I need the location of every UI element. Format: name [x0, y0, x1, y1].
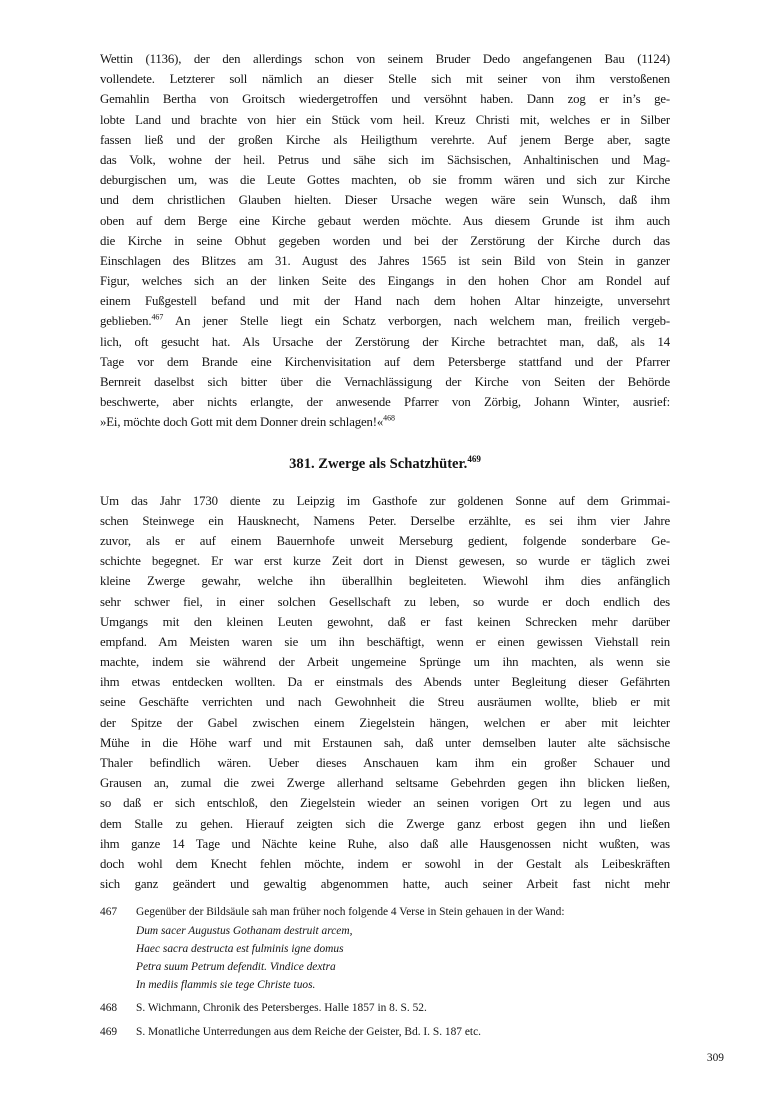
text-line: und dem christlichen Glauben hielten. Dieser Ursache wegen wäre sein Wunsch, daß ihm [100, 193, 670, 208]
text-line: Grausen an, zumal die zwei Zwerge allerhand seltsame Gebehrden gegen ihn blicken ließen, [100, 776, 670, 791]
paragraph-zwerge-story [100, 491, 670, 895]
text-line: Umgangs mit den kleinen Leuten gewohnt, daß er fast keinen Schrecken mehr darüber [100, 614, 670, 629]
footnote-number: 469 [100, 1025, 118, 1038]
text-line: vollendete. Letzterer soll nämlich an dieser Stelle sich mit seiner von ihm verstoßenen [100, 72, 670, 87]
text-line: geblieben.$^{467}$ An jener Stelle liegt ein Schatz verborgen, nach welchem man, freilich vergeb- [100, 313, 670, 329]
footnote-ref: 469 [467, 453, 481, 464]
text-line: das Volk, wohne der heil. Petrus und sähe sich im Sächsischen, Anhaltinischen und Mag- [100, 152, 670, 167]
footnote-467 [100, 903, 670, 994]
text-line: Thaler befindlich wären. Ueber dieses Anschauen kam ihm ein großer Schauer und [100, 756, 670, 770]
text-line: Einschlagen des Blitzes am 31. August des Jahres 1565 ist sein Bild von Stein in ganzer [100, 253, 670, 268]
text-line: Wettin (1136), der den allerdings schon von seinem Bruder Dedo angefangenen Bau (1124) [100, 52, 670, 66]
footnote-468 [100, 999, 670, 1017]
verse-line: Haec sacra destructa est fulminis igne domus [136, 942, 344, 955]
paragraph-wettin-continuation [100, 49, 670, 433]
text-line: Bernreit daselbst sich bitter über die Vernachlässigung der Kirche von Seiten der Behörde [100, 375, 670, 389]
footnote-row [100, 903, 670, 921]
footnotes-section [100, 903, 670, 1040]
text-line: schen Steinwege ein Hausknecht, Namens Peter. Derselbe erzählte, es sei ihm vier Jahre [100, 513, 670, 528]
page-number: 309 [706, 1052, 724, 1064]
text-line: ihm ganze 14 Tage und Nächte keine Ruhe, also daß alle Hausgenossen nicht wußten, was [100, 836, 670, 851]
text-line: schichte begegnet. Er war erst kurze Zeit dort in Dienst gewesen, so wurde er täglich zwei [100, 554, 670, 569]
text-line: empfand. Am Meisten waren sie um ihn beschäftigt, wenn er einen gewissen Viehstall rein [100, 634, 670, 649]
text-line: »Ei, möchte doch Gott mit dem Donner drein schlagen!«$^{468}$ [100, 414, 395, 430]
text-line: oben auf dem Berge eine Kirche gebaut werden möchte. Aus diesem Grunde ist ihm auch [100, 213, 670, 228]
text-line: zuvor, als er auf einem Bauernhofe unweit Merseburg gedient, folgende sonderbare Ge- [100, 533, 670, 548]
text-line: machte, indem sie während der Arbeit ungemeine Sprünge um ihn machten, als wenn sie [100, 655, 670, 670]
text-line: Um das Jahr 1730 diente zu Leipzig im Gasthofe zur goldenen Sonne auf dem Grimmai- [100, 493, 670, 508]
text-line: beschwerte, aber nichts erlangte, der anwesende Pfarrer von Zörbig, Johann Winter, ausrief: [100, 395, 670, 410]
footnote-text: Gegenüber der Bildsäule sah man früher noch folgende 4 Verse in Stein gehauen in der Wand: [136, 906, 565, 919]
footnote-text: S. Monatliche Unterredungen aus dem Reiche der Geister, Bd. I. S. 187 etc. [136, 1025, 481, 1038]
footnote-ref: 467 [151, 313, 164, 323]
text-column [100, 49, 670, 1046]
section-heading-text: 381. Zwerge als Schatzhüter. [289, 455, 468, 472]
text-line: kleine Zwerge gewahr, welche ihn überallhin begleiteten. Wiewohl ihm dies anfänglich [100, 574, 670, 589]
text-line: seine Geschäfte verrichten und nach Gewohnheit die Streu ausräumen wollte, blieb er mit [100, 695, 670, 710]
text-line: so daß er sich entschloß, den Ziegelstein wieder an seinen vorigen Ort zu legen und aus [100, 796, 670, 811]
footnote-number: 467 [100, 906, 118, 919]
footnote-ref: 468 [383, 414, 395, 424]
footnote-row [100, 999, 670, 1017]
footnote-number: 468 [100, 1002, 118, 1015]
text-line: Tage vor dem Brande eine Kirchenvisitation auf dem Petersberge stattfand und der Pfarrer [100, 354, 670, 369]
text-line: einem Fußgestell befand und mit der Hand nach dem hohen Altar hinzeigte, unversehrt [100, 294, 670, 309]
verse-line: In mediis flammis sie tege Christe tuos. [136, 979, 316, 992]
footnote-469 [100, 1023, 670, 1041]
text-line: der Spitze der Gabel zwischen einem Ziegelstein hängen, welchen er aber mit leichter [100, 715, 670, 730]
text-line: Figur, welches sich an der linken Seite des Eingangs in den hohen Chor am Rondel auf [100, 274, 670, 289]
text-line: ihm etwas entdecken wollten. Da er einstmals des Abends unter Begleitung dieser Gefährten [100, 675, 670, 690]
text-line: deburgischen um, was die Leute Gottes machten, ob sie fromm wären und sich zur Kirche [100, 173, 670, 188]
verse-line: Dum sacer Augustus Gothanam destruit arcem, [136, 924, 353, 937]
text-line: sehr schwer fiel, in einer solchen Gesellschaft zu leben, so wurde er doch endlich des [100, 594, 670, 609]
verse-line: Petra suum Petrum defendit. Vindice dextra [136, 960, 336, 973]
text-line: sich ganz geändert und gewaltig abgenommen hatte, auch seiner Arbeit fast nicht mehr [100, 877, 670, 892]
text-line: Gemahlin Bertha von Groitsch wiedergetroffen und versöhnt haben. Dann zog er in’s ge- [100, 92, 670, 107]
text-line: doch wohl dem Knecht fehlen möchte, indem er sowohl in der Gestalt als Leibeskräften [100, 856, 670, 871]
text-line: lobte Land und brachte von hier ein Stück vom heil. Kreuz Christi mit, welches er in Silber [100, 112, 670, 127]
text-line: fassen ließ und der großen Kirche als Heiligthum verehrte. Auf jenem Berge aber, sagte [100, 132, 670, 147]
text-line: die Kirche in seine Obhut gegeben worden und bei der Zerstörung der Kirche durch das [100, 233, 670, 248]
footnote-text: S. Wichmann, Chronik des Petersberges. Halle 1857 in 8. S. 52. [136, 1002, 427, 1015]
footnote-verses [100, 922, 670, 995]
text-line: Mühe in die Höhe warf und mit Erstaunen sah, daß unter demselben lauter alte sächsische [100, 735, 670, 750]
section-heading [100, 454, 670, 474]
footnote-row [100, 1023, 670, 1041]
text-line: lich, oft gesucht hat. Als Ursache der Zerstörung der Kirche betrachtet man, daß, als 14 [100, 334, 670, 349]
text-line: dem Stalle zu gehen. Hierauf zeigten sich die Zwerge ganz erbost gegen ihn und ließen [100, 816, 670, 831]
